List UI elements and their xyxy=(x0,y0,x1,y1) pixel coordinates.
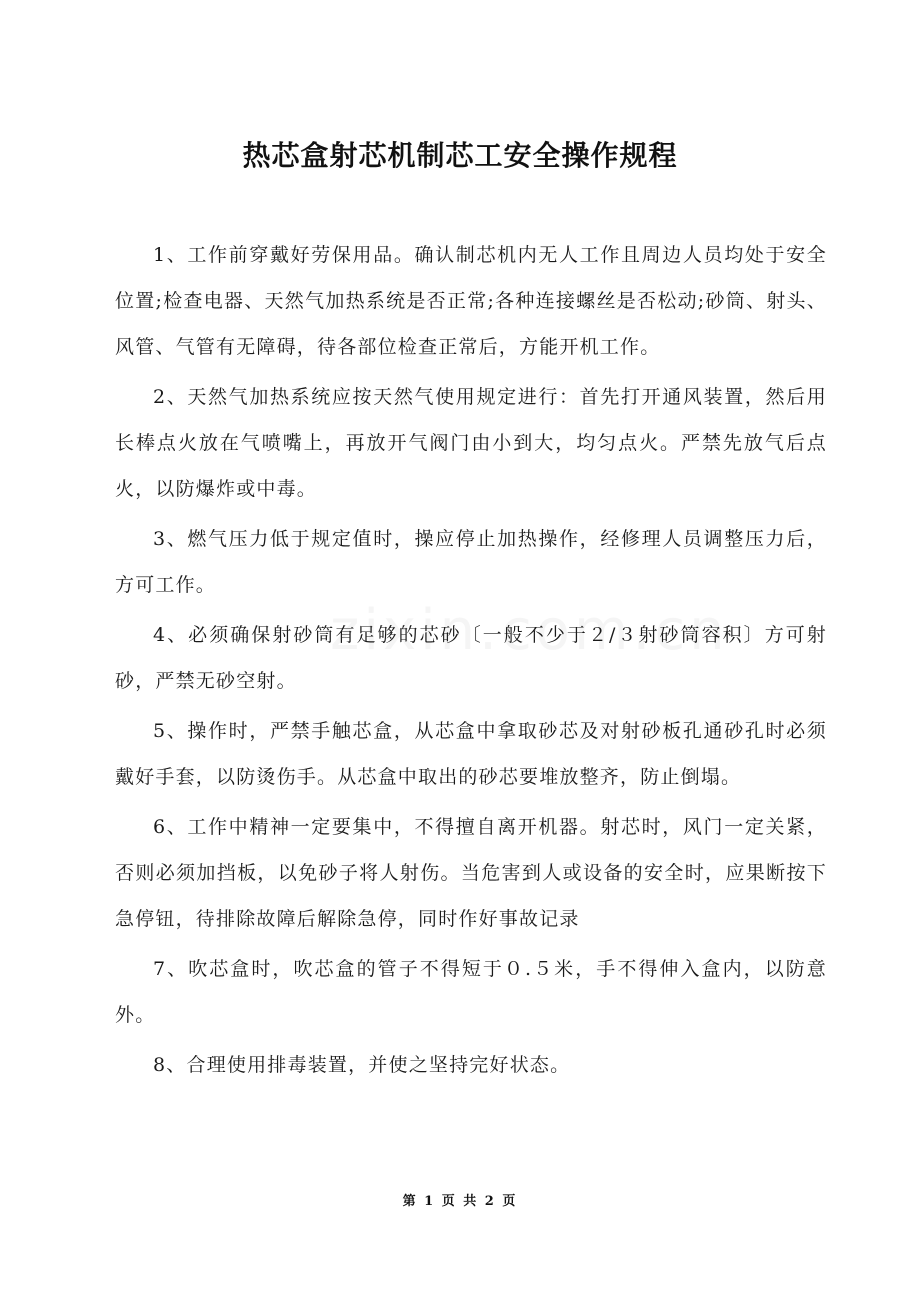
paragraph-7: 7、吹芯盒时，吹芯盒的管子不得短于０.５米，手不得伸入盒内，以防意外。 xyxy=(115,958,827,1026)
paragraph-1: 1、工作前穿戴好劳保用品。确认制芯机内无人工作且周边人员均处于安全位置;检查电器、天然气加热系统是否正常;各种连接螺丝是否松动;砂筒、射头、风管、气管有无障碍，待各部位检查正常后，方能开机工作。 xyxy=(115,244,827,358)
page-footer: 第 1 页 共 2 页 xyxy=(402,1194,518,1209)
paragraph-6: 6、工作中精神一定要集中，不得擅自离开机器。射芯时，风门一定关紧，否则必须加挡板，以免砂子将人射伤。当危害到人或设备的安全时，应果断按下急停钮，待排除故障后解除急停，同时作好事故记录 xyxy=(115,816,827,930)
paragraph-3: 3、燃气压力低于规定值时，操应停止加热操作，经修理人员调整压力后，方可工作。 xyxy=(115,528,827,596)
paragraph-4: 4、必须确保射砂筒有足够的芯砂〔一般不少于２/３射砂筒容积〕方可射砂，严禁无砂空射。 xyxy=(115,624,827,692)
document-body xyxy=(115,232,827,1092)
page-title: 热芯盒射芯机制芯工安全操作规程 xyxy=(242,139,678,172)
paragraph-8: 8、合理使用排毒装置，并使之坚持完好状态。 xyxy=(153,1054,571,1076)
paragraph-5: 5、操作时，严禁手触芯盒，从芯盒中拿取砂芯及对射砂板孔通砂孔时必须戴好手套，以防烫伤手。从芯盒中取出的砂芯要堆放整齐，防止倒塌。 xyxy=(115,720,827,788)
paragraph-2: 2、天然气加热系统应按天然气使用规定进行：首先打开通风装置，然后用长棒点火放在气喷嘴上，再放开气阀门由小到大，均匀点火。严禁先放气后点火，以防爆炸或中毒。 xyxy=(115,386,827,500)
